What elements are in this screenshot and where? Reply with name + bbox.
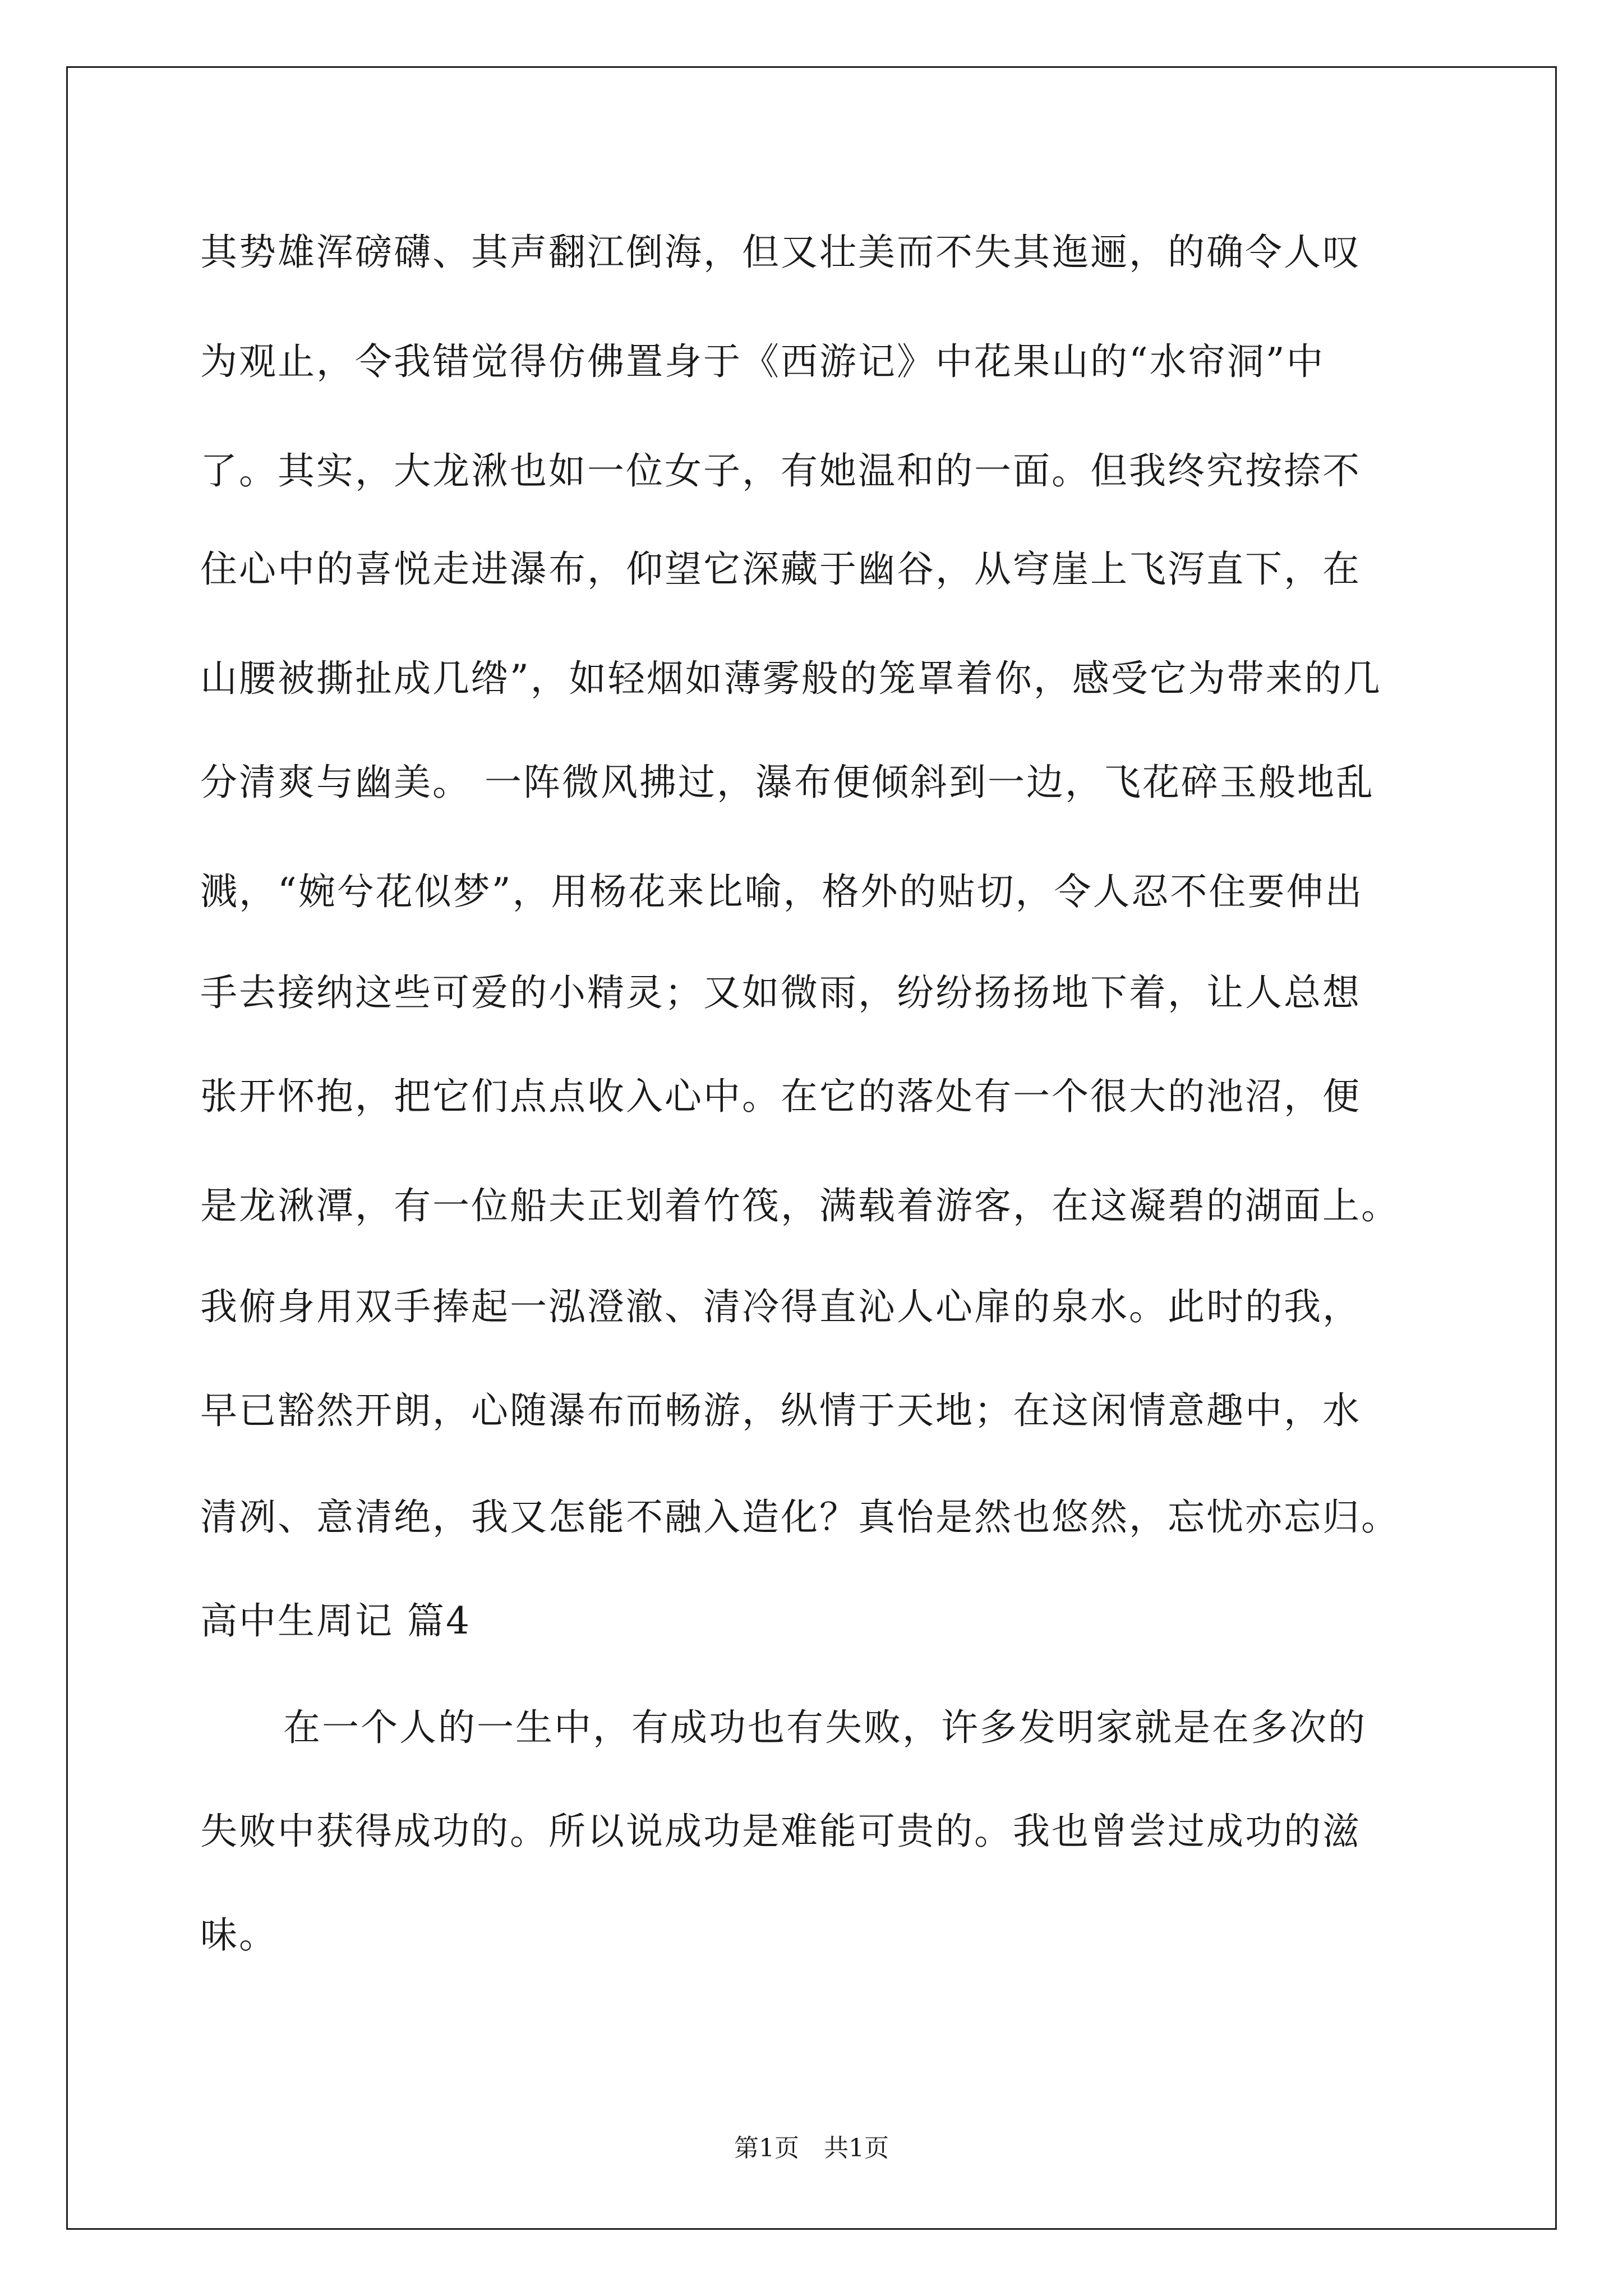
text-line: 住心中的喜悦走进瀑布，仰望它深藏于幽谷，从穹崖上飞泻直下，在 [200,547,1361,591]
text-line: 在一个人的一生中，有成功也有失败，许多发明家就是在多次的 [283,1706,1367,1749]
text-line: 了。其实，大龙湫也如一位女子，有她温和的一面。但我终究按捺不 [200,449,1361,493]
text-line: 溅，“婉兮花似梦”，用杨花来比喻，格外的贴切，令人忍不住要伸出 [200,870,1364,913]
text-line: 山腰被撕扯成几绺”，如轻烟如薄雾般的笼罩着你，感受它为带来的几 [200,657,1382,700]
page-number: 第1页 共1页 [734,2134,889,2162]
text-line: 张开怀抱，把它们点点收入心中。在它的落处有一个很大的池沼，便 [200,1075,1361,1118]
section-heading: 高中生周记 篇4 [200,1599,471,1642]
text-line: 为观止，令我错觉得仿佛置身于《西游记》中花果山的“水帘洞”中 [200,340,1325,383]
text-line: 失败中获得成功的。所以说成功是难能可贵的。我也曾尝过成功的滋 [200,1810,1361,1853]
page-frame [66,66,1557,2230]
text-line: 清冽、意清绝，我又怎能不融入造化？真怡是然也悠然，忘忧亦忘归。 [200,1496,1400,1539]
text-line: 是龙湫潭，有一位船夫正划着竹筏，满载着游客，在这凝碧的湖面上。 [200,1184,1400,1227]
text-line: 手去接纳这些可爱的小精灵；又如微雨，纷纷扬扬地下着，让人总想 [200,971,1361,1014]
text-line: 早已豁然开朗，心随瀑布而畅游，纵情于天地；在这闲情意趣中，水 [200,1389,1361,1432]
text-line: 我俯身用双手捧起一泓澄澈、清冷得直沁人心扉的泉水。此时的我， [200,1285,1361,1328]
text-line: 其势雄浑磅礴、其声翻江倒海，但又壮美而不失其迤逦，的确令人叹 [200,231,1361,274]
text-line: 味。 [200,1913,278,1957]
text-line: 分清爽与幽美。 一阵微风拂过，瀑布便倾斜到一边，飞花碎玉般地乱 [200,761,1375,804]
